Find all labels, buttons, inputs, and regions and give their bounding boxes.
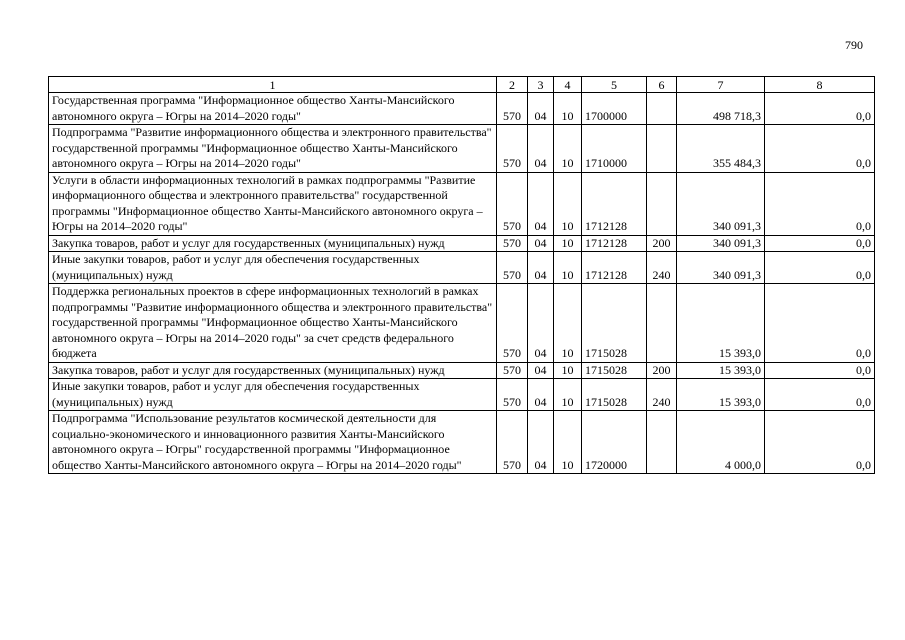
row-code-section: 04 bbox=[528, 379, 554, 411]
row-code-target: 1712128 bbox=[582, 252, 647, 284]
header-col-3: 3 bbox=[528, 77, 554, 93]
row-amount: 15 393,0 bbox=[677, 284, 765, 363]
row-code-subsection: 10 bbox=[554, 362, 582, 379]
row-amount: 4 000,0 bbox=[677, 411, 765, 474]
row-code-expense: 240 bbox=[647, 379, 677, 411]
row-code-target: 1712128 bbox=[582, 172, 647, 235]
budget-table bbox=[48, 76, 875, 474]
row-code-target: 1710000 bbox=[582, 125, 647, 173]
row-code-target: 1715028 bbox=[582, 379, 647, 411]
row-code-target: 1715028 bbox=[582, 284, 647, 363]
table-row bbox=[49, 379, 875, 411]
row-code-subsection: 10 bbox=[554, 172, 582, 235]
row-name: Поддержка региональных проектов в сфере информационных технологий в рамках подпрограммы "Развитие информационного общества и электронного правительства" государственной программы "Информационное общество Ханты-Мансийского автономного округа – Югры на 2014–2020 годы" за счет средств федерального бюджета bbox=[49, 284, 497, 363]
row-name: Государственная программа "Информационное общество Ханты-Мансийского автономного округа – Югры на 2014–2020 годы" bbox=[49, 93, 497, 125]
row-name: Подпрограмма "Использование результатов космической деятельности для социально-экономического и инновационного развития Ханты-Мансийского автономного округа – Югры" государственной программы "Информационное общество Ханты-Мансийского автономного округа – Югры на 2014–2020 годы" bbox=[49, 411, 497, 474]
row-code-expense: 200 bbox=[647, 362, 677, 379]
row-amount-2: 0,0 bbox=[765, 172, 875, 235]
row-amount: 498 718,3 bbox=[677, 93, 765, 125]
row-amount-2: 0,0 bbox=[765, 411, 875, 474]
row-code-section: 04 bbox=[528, 411, 554, 474]
row-code-expense: 240 bbox=[647, 252, 677, 284]
table-row bbox=[49, 93, 875, 125]
row-code-admin: 570 bbox=[497, 411, 528, 474]
table-row bbox=[49, 125, 875, 173]
header-col-1: 1 bbox=[49, 77, 497, 93]
page-number: 790 bbox=[845, 38, 863, 52]
row-code-target: 1720000 bbox=[582, 411, 647, 474]
row-code-target: 1700000 bbox=[582, 93, 647, 125]
row-code-section: 04 bbox=[528, 125, 554, 173]
header-col-7: 7 bbox=[677, 77, 765, 93]
row-amount-2: 0,0 bbox=[765, 235, 875, 252]
header-col-2: 2 bbox=[497, 77, 528, 93]
table-row bbox=[49, 172, 875, 235]
row-code-admin: 570 bbox=[497, 252, 528, 284]
header-col-5: 5 bbox=[582, 77, 647, 93]
table-row bbox=[49, 362, 875, 379]
row-code-section: 04 bbox=[528, 235, 554, 252]
table-row bbox=[49, 235, 875, 252]
header-col-8: 8 bbox=[765, 77, 875, 93]
row-amount: 15 393,0 bbox=[677, 362, 765, 379]
row-code-subsection: 10 bbox=[554, 235, 582, 252]
row-code-expense bbox=[647, 284, 677, 363]
row-code-expense bbox=[647, 93, 677, 125]
row-code-subsection: 10 bbox=[554, 252, 582, 284]
header-col-6: 6 bbox=[647, 77, 677, 93]
row-code-admin: 570 bbox=[497, 379, 528, 411]
row-code-expense: 200 bbox=[647, 235, 677, 252]
row-code-admin: 570 bbox=[497, 284, 528, 363]
row-amount-2: 0,0 bbox=[765, 252, 875, 284]
row-amount-2: 0,0 bbox=[765, 125, 875, 173]
row-name: Подпрограмма "Развитие информационного общества и электронного правительства" государственной программы "Информационное общество Ханты-Мансийского автономного округа – Югры на 2014–2020 годы" bbox=[49, 125, 497, 173]
row-code-admin: 570 bbox=[497, 172, 528, 235]
row-code-subsection: 10 bbox=[554, 93, 582, 125]
row-code-admin: 570 bbox=[497, 235, 528, 252]
row-code-section: 04 bbox=[528, 284, 554, 363]
row-amount-2: 0,0 bbox=[765, 284, 875, 363]
row-code-expense bbox=[647, 411, 677, 474]
row-amount: 15 393,0 bbox=[677, 379, 765, 411]
row-code-subsection: 10 bbox=[554, 379, 582, 411]
row-amount: 340 091,3 bbox=[677, 172, 765, 235]
row-code-target: 1715028 bbox=[582, 362, 647, 379]
row-code-subsection: 10 bbox=[554, 284, 582, 363]
row-code-section: 04 bbox=[528, 362, 554, 379]
row-code-section: 04 bbox=[528, 93, 554, 125]
row-code-section: 04 bbox=[528, 172, 554, 235]
row-name: Иные закупки товаров, работ и услуг для обеспечения государственных (муниципальных) нужд bbox=[49, 379, 497, 411]
table-row bbox=[49, 411, 875, 474]
row-code-section: 04 bbox=[528, 252, 554, 284]
row-code-admin: 570 bbox=[497, 93, 528, 125]
header-col-4: 4 bbox=[554, 77, 582, 93]
row-code-expense bbox=[647, 125, 677, 173]
row-code-target: 1712128 bbox=[582, 235, 647, 252]
row-amount-2: 0,0 bbox=[765, 93, 875, 125]
row-name: Закупка товаров, работ и услуг для государственных (муниципальных) нужд bbox=[49, 362, 497, 379]
row-name: Закупка товаров, работ и услуг для государственных (муниципальных) нужд bbox=[49, 235, 497, 252]
row-code-admin: 570 bbox=[497, 362, 528, 379]
row-code-subsection: 10 bbox=[554, 411, 582, 474]
row-amount: 340 091,3 bbox=[677, 235, 765, 252]
row-code-admin: 570 bbox=[497, 125, 528, 173]
row-name: Иные закупки товаров, работ и услуг для обеспечения государственных (муниципальных) нужд bbox=[49, 252, 497, 284]
row-amount: 355 484,3 bbox=[677, 125, 765, 173]
header-row bbox=[49, 77, 875, 93]
table-row bbox=[49, 284, 875, 363]
row-code-subsection: 10 bbox=[554, 125, 582, 173]
row-amount: 340 091,3 bbox=[677, 252, 765, 284]
row-amount-2: 0,0 bbox=[765, 379, 875, 411]
row-amount-2: 0,0 bbox=[765, 362, 875, 379]
row-code-expense bbox=[647, 172, 677, 235]
row-name: Услуги в области информационных технологий в рамках подпрограммы "Развитие информационного общества и электронного правительства" государственной программы "Информационное общество Ханты-Мансийского автономного округа – Югры на 2014–2020 годы" bbox=[49, 172, 497, 235]
table-row bbox=[49, 252, 875, 284]
